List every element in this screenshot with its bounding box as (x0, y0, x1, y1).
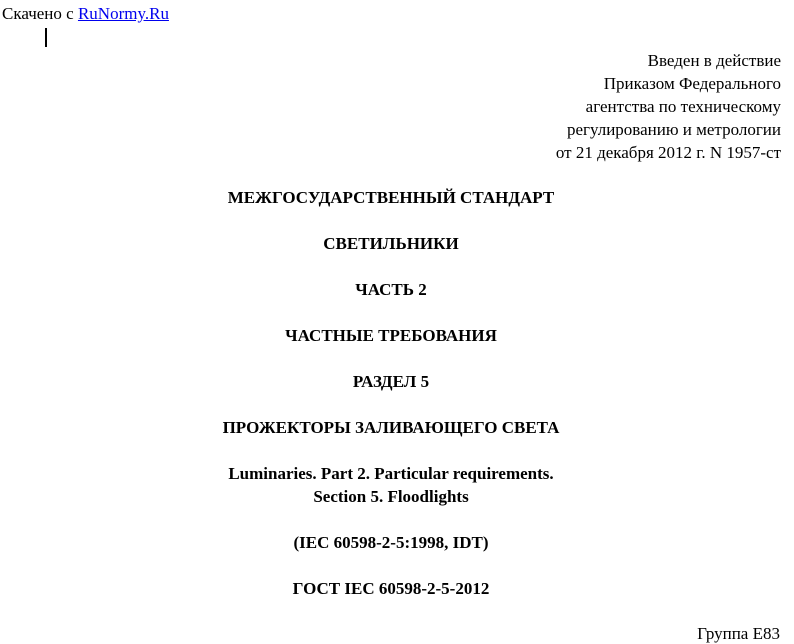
enactment-line: от 21 декабря 2012 г. N 1957-ст (555, 143, 781, 162)
part-heading: ЧАСТЬ 2 (355, 280, 427, 299)
requirements-heading: ЧАСТНЫЕ ТРЕБОВАНИЯ (285, 326, 497, 345)
subject-heading: ПРОЖЕКТОРЫ ЗАЛИВАЮЩЕГО СВЕТА (222, 418, 560, 437)
english-title-line-1: Luminaries. Part 2. Particular requirements. (228, 464, 554, 483)
source-prefix: Скачено с (2, 4, 78, 23)
enactment-line: Введен в действие (647, 51, 781, 70)
group-code: Группа Е83 (697, 624, 780, 643)
source-line (2, 4, 169, 24)
enactment-line: Приказом Федерального (603, 74, 781, 93)
enactment-line: регулированию и метрологии (566, 120, 781, 139)
section-heading: РАЗДЕЛ 5 (352, 372, 430, 391)
standard-type-heading: МЕЖГОСУДАРСТВЕННЫЙ СТАНДАРТ (227, 188, 555, 207)
gost-number: ГОСТ IEC 60598-2-5-2012 (292, 579, 490, 598)
source-link[interactable]: RuNormy.Ru (77, 4, 169, 23)
enactment-note (556, 49, 781, 164)
enactment-line: агентства по техническому (585, 97, 781, 116)
english-title-line-2: Section 5. Floodlights (313, 487, 469, 506)
title-heading: СВЕТИЛЬНИКИ (323, 234, 459, 253)
iec-reference: (IEC 60598-2-5:1998, IDT) (293, 533, 489, 552)
text-cursor (45, 28, 47, 47)
